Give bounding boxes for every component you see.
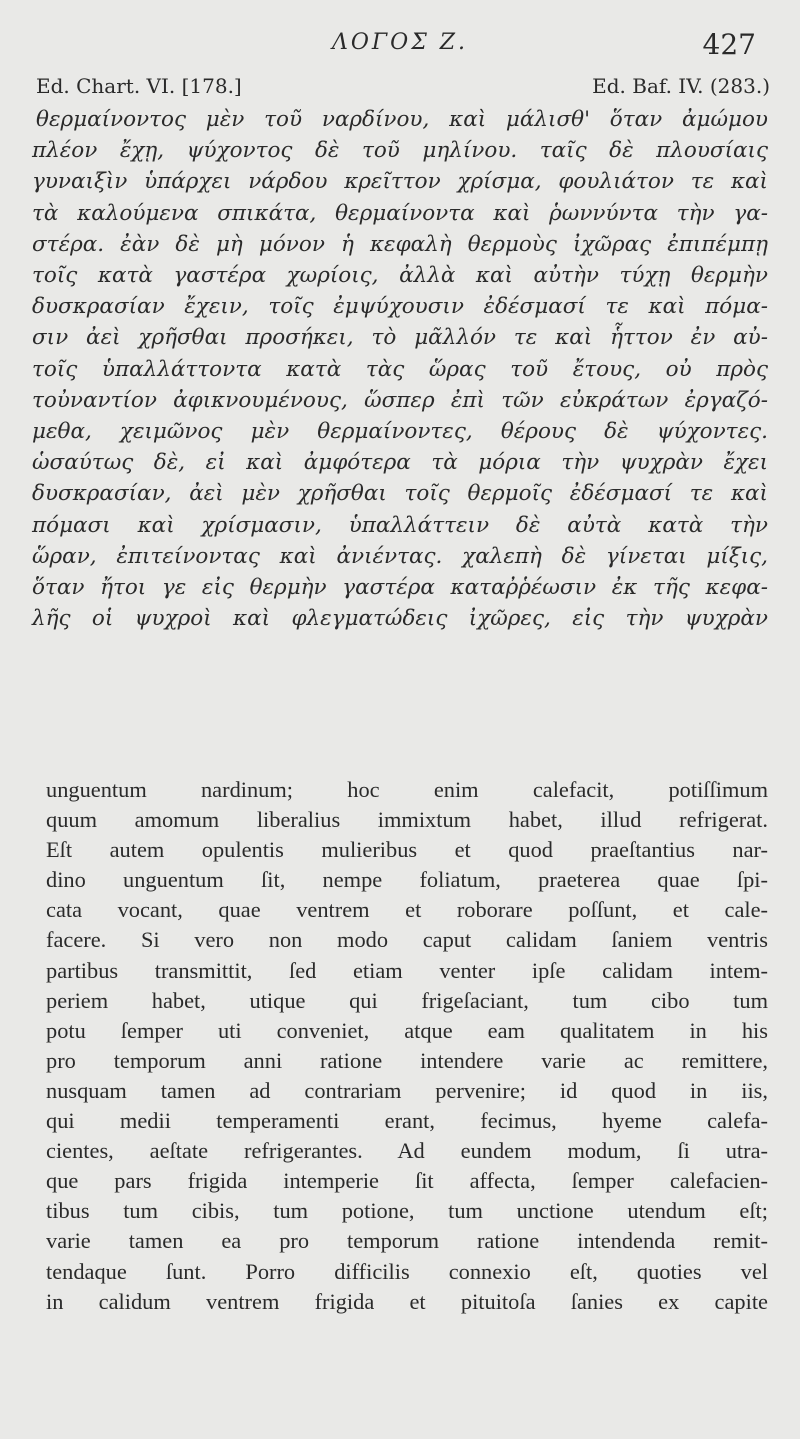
greek-text-line: ὅταν ἤτοι γε εἰς θερμὴν γαστέρα καταῤῥέωσιν ἐκ τῆς κεφα- <box>32 575 768 601</box>
greek-text-line: ὡσαύτως δὲ, εἰ καὶ ἀμφότερα τὰ μόρια τὴν ψυχρὰν ἔχει <box>32 450 768 476</box>
edition-reference-left: Ed. Chart. VI. [178.] <box>36 74 242 98</box>
greek-text-line: τὰ καλούμενα σπικάτα, θερμαίνοντα καὶ ῥωννύντα τὴν γα- <box>32 200 768 226</box>
latin-text-line: cata vocant, quae ventrem et roborare poſſunt, et cale- <box>46 897 768 923</box>
greek-text-line: στέρα. ἐὰν δὲ μὴ μόνον ἡ κεφαλὴ θερμοὺς ἰχῶρας ἐπιπέμπῃ <box>32 231 768 257</box>
latin-text-line: tibus tum cibis, tum potione, tum unctione utendum eſt; <box>46 1198 768 1224</box>
greek-text-line: δυσκρασίαν ἔχειν, τοῖς ἐμψύχουσιν ἐδέσμασί τε καὶ πόμα- <box>32 294 768 320</box>
latin-text-line: qui medii temperamenti erant, fecimus, hyeme calefa- <box>46 1108 768 1134</box>
latin-text-line: varie tamen ea pro temporum ratione intendenda remit- <box>46 1228 768 1254</box>
greek-text-line: πλέον ἔχῃ, ψύχοντος δὲ τοῦ μηλίνου. ταῖς δὲ πλουσίαις <box>32 138 768 164</box>
edition-reference-right: Ed. Baf. IV. (283.) <box>592 74 770 98</box>
greek-text-line: δυσκρασίαν, ἀεὶ μὲν χρῆσθαι τοῖς θερμοῖς ἐδέσμασί τε καὶ <box>32 481 768 507</box>
latin-text-block <box>46 775 768 1317</box>
latin-text-line: partibus transmittit, ſed etiam venter ipſe calidam intem- <box>46 957 768 983</box>
greek-text-block <box>32 104 768 634</box>
greek-text-line: ὥραν, ἐπιτείνοντας καὶ ἀνιέντας. χαλεπὴ δὲ γίνεται μίξις, <box>32 543 768 569</box>
latin-text-line: potu ſemper uti conveniet, atque eam qualitatem in his <box>46 1017 768 1043</box>
greek-text-line: θερμαίνοντος μὲν τοῦ ναρδίνου, καὶ μάλισθ' ὅταν ἀμώμου <box>36 107 768 132</box>
latin-text-line: tendaque ſunt. Porro difficilis connexio eſt, quoties vel <box>46 1258 768 1284</box>
page-number: 427 <box>702 28 756 61</box>
greek-text-line: σιν ἀεὶ χρῆσθαι προσήκει, τὸ μᾶλλόν τε καὶ ἧττον ἐν αὐ- <box>32 325 768 351</box>
latin-text-line: nusquam tamen ad contrariam pervenire; id quod in iis, <box>46 1077 768 1103</box>
latin-text-line: que pars frigida intemperie ſit affecta, ſemper calefacien- <box>46 1168 768 1194</box>
latin-text-line: Eſt autem opulentis mulieribus et quod praeſtantius nar- <box>46 837 768 863</box>
greek-text-line: τοῖς ὑπαλλάττοντα κατὰ τὰς ὥρας τοῦ ἔτους, οὐ πρὸς <box>32 356 768 382</box>
greek-text-line: λῆς οἱ ψυχροὶ καὶ φλεγματώδεις ἰχῶρες, εἰς τὴν ψυχρὰν <box>32 606 768 632</box>
latin-text-line: unguentum nardinum; hoc enim calefacit, potiſſimum <box>46 777 768 802</box>
greek-text-line: μεθα, χειμῶνος μὲν θερμαίνοντες, θέρους δὲ ψύχοντες. <box>32 419 768 445</box>
latin-text-line: periem habet, utique qui frigeſaciant, tum cibo tum <box>46 987 768 1013</box>
latin-text-line: pro temporum anni ratione intendere varie ac remittere, <box>46 1047 768 1073</box>
greek-text-line: πόμασι καὶ χρίσμασιν, ὑπαλλάττειν δὲ αὐτὰ κατὰ τὴν <box>32 512 768 538</box>
running-title: ΛΟΓΟΣ Ζ. <box>331 30 469 55</box>
latin-text-line: cientes, aeſtate refrigerantes. Ad eundem modum, ſi utra- <box>46 1138 768 1164</box>
latin-text-line: dino unguentum ſit, nempe foliatum, praeterea quae ſpi- <box>46 867 768 893</box>
latin-text-line: quum amomum liberalius immixtum habet, illud refrigerat. <box>46 807 768 833</box>
latin-text-line: in calidum ventrem frigida et pituitoſa ſanies ex capite <box>46 1288 768 1314</box>
greek-text-line: τοὐναντίον ἀφικνουμένους, ὥσπερ ἐπὶ τῶν εὐκράτων ἐργαζό- <box>32 387 768 413</box>
greek-text-line: τοῖς κατὰ γαστέρα χωρίοις, ἀλλὰ καὶ αὐτὴν τύχῃ θερμὴν <box>32 263 768 289</box>
greek-text-line: γυναιξὶν ὑπάρχει νάρδου κρεῖττον χρίσμα, φουλιάτον τε καὶ <box>32 169 768 195</box>
latin-text-line: facere. Si vero non modo caput calidam ſaniem ventris <box>46 927 768 953</box>
